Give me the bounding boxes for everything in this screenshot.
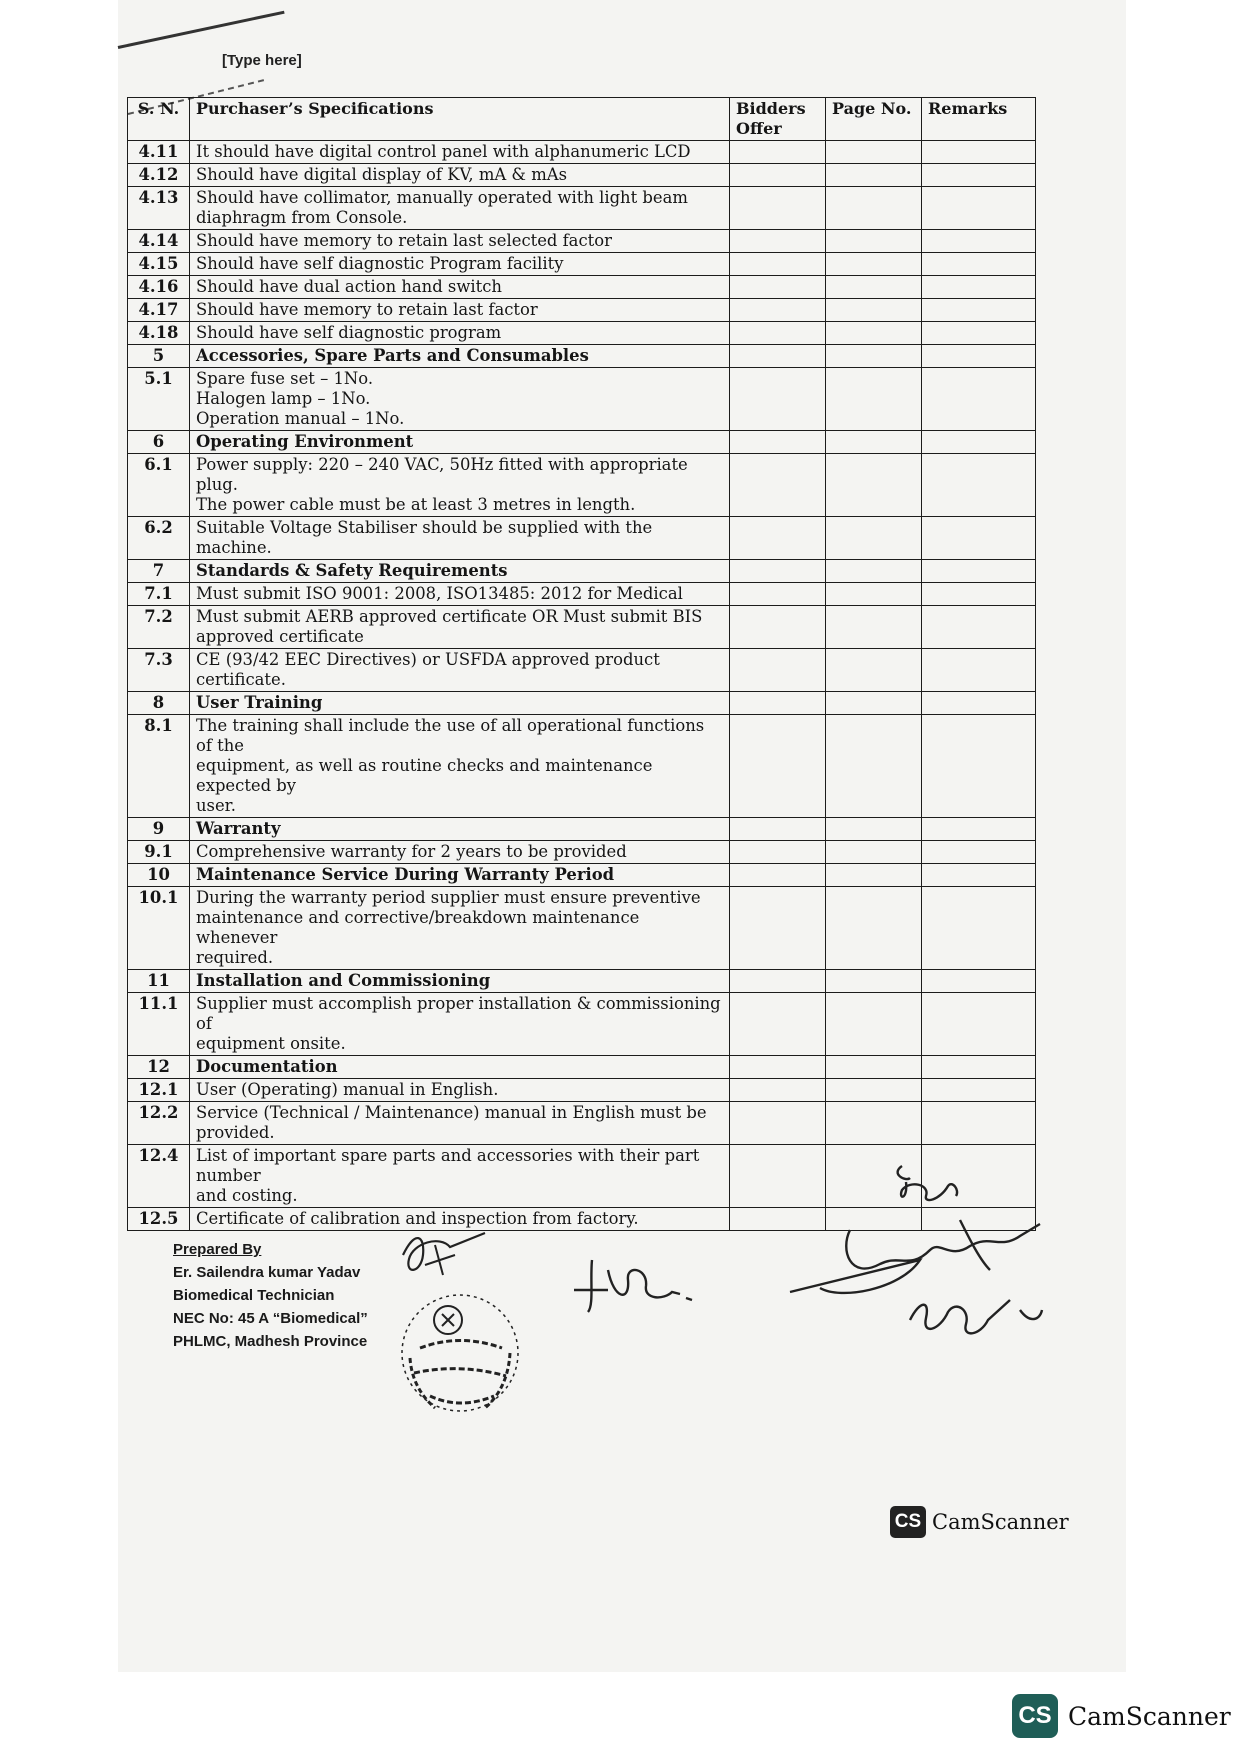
- specification-line: Standards & Safety Requirements: [196, 561, 508, 580]
- page-no-cell: [826, 841, 922, 864]
- row-serial-number: 9.1: [128, 841, 190, 864]
- row-serial-number: 12.2: [128, 1102, 190, 1145]
- table-body: [128, 141, 1036, 1231]
- specification-line: Maintenance Service During Warranty Period: [196, 865, 615, 884]
- column-header-bidders-offer: Bidders Offer: [730, 98, 826, 141]
- page-no-cell: [826, 606, 922, 649]
- page-no-cell: [826, 345, 922, 368]
- row-serial-number: 12.4: [128, 1145, 190, 1208]
- table-header-row: [128, 98, 1036, 141]
- remarks-cell: [922, 187, 1036, 230]
- preparer-organization: PHLMC, Madhesh Province: [173, 1333, 368, 1350]
- section-heading: [190, 970, 730, 993]
- row-serial-number: 4.11: [128, 141, 190, 164]
- row-serial-number: 4.14: [128, 230, 190, 253]
- handwritten-signature-2: [568, 1250, 738, 1320]
- page-no-cell: [826, 818, 922, 841]
- page-no-cell: [826, 560, 922, 583]
- page-no-cell: [826, 692, 922, 715]
- camscanner-footer: [1012, 1694, 1231, 1738]
- page-no-cell: [826, 517, 922, 560]
- row-serial-number: 4.15: [128, 253, 190, 276]
- specification-text: [190, 649, 730, 692]
- table-row: [128, 187, 1036, 230]
- specification-line: The power cable must be at least 3 metres in length.: [196, 495, 636, 514]
- table-row: [128, 253, 1036, 276]
- bidders-offer-cell: [730, 276, 826, 299]
- table-row: [128, 1056, 1036, 1079]
- specification-line: Must submit ISO 9001: 2008, ISO13485: 2012 for Medical: [196, 584, 683, 603]
- table-row: [128, 1102, 1036, 1145]
- specification-line: Certificate of calibration and inspection from factory.: [196, 1209, 639, 1228]
- row-serial-number: 4.18: [128, 322, 190, 345]
- specification-line: required.: [196, 948, 274, 967]
- specification-text: [190, 187, 730, 230]
- specifications-table: [127, 97, 1036, 1231]
- specification-line: Must submit AERB approved certificate OR Must submit BIS: [196, 607, 703, 626]
- specification-line: Installation and Commissioning: [196, 971, 491, 990]
- remarks-cell: [922, 715, 1036, 818]
- bidders-offer-cell: [730, 993, 826, 1056]
- row-serial-number: 8: [128, 692, 190, 715]
- page-no-cell: [826, 993, 922, 1056]
- specification-text: [190, 715, 730, 818]
- remarks-cell: [922, 970, 1036, 993]
- page-no-cell: [826, 141, 922, 164]
- remarks-cell: [922, 299, 1036, 322]
- column-header-sn: S. N.: [128, 98, 190, 141]
- remarks-cell: [922, 818, 1036, 841]
- specification-text: [190, 841, 730, 864]
- remarks-cell: [922, 431, 1036, 454]
- specification-text: [190, 141, 730, 164]
- page-no-cell: [826, 299, 922, 322]
- specification-line: Warranty: [196, 819, 281, 838]
- specification-line: equipment, as well as routine checks and maintenance expected by: [196, 756, 653, 795]
- specification-line: Spare fuse set – 1No.: [196, 369, 374, 388]
- specification-line: Power supply: 220 – 240 VAC, 50Hz fitted with appropriate plug.: [196, 455, 688, 494]
- specification-text: [190, 454, 730, 517]
- specification-text: [190, 230, 730, 253]
- remarks-cell: [922, 230, 1036, 253]
- camscanner-footer-logo-icon: CS: [1012, 1694, 1058, 1738]
- page-no-cell: [826, 253, 922, 276]
- specification-text: [190, 164, 730, 187]
- row-serial-number: 6.1: [128, 454, 190, 517]
- remarks-cell: [922, 164, 1036, 187]
- table-row: [128, 970, 1036, 993]
- bidders-offer-cell: [730, 368, 826, 431]
- row-serial-number: 10.1: [128, 887, 190, 970]
- remarks-cell: [922, 649, 1036, 692]
- remarks-cell: [922, 454, 1036, 517]
- remarks-cell: [922, 1102, 1036, 1145]
- page-no-cell: [826, 864, 922, 887]
- specification-line: maintenance and corrective/breakdown maintenance whenever: [196, 908, 640, 947]
- specification-text: [190, 606, 730, 649]
- specification-line: Accessories, Spare Parts and Consumables: [196, 346, 589, 365]
- row-serial-number: 4.13: [128, 187, 190, 230]
- row-serial-number: 11.1: [128, 993, 190, 1056]
- specification-line: equipment onsite.: [196, 1034, 346, 1053]
- row-serial-number: 4.16: [128, 276, 190, 299]
- specification-line: Service (Technical / Maintenance) manual in English must be: [196, 1103, 707, 1122]
- table-row: [128, 583, 1036, 606]
- bidders-offer-cell: [730, 887, 826, 970]
- bidders-offer-cell: [730, 692, 826, 715]
- preparer-role: Biomedical Technician: [173, 1287, 335, 1304]
- row-serial-number: 11: [128, 970, 190, 993]
- bidders-offer-cell: [730, 864, 826, 887]
- section-heading: [190, 560, 730, 583]
- specification-line: diaphragm from Console.: [196, 208, 408, 227]
- remarks-cell: [922, 692, 1036, 715]
- specification-text: [190, 1079, 730, 1102]
- remarks-cell: [922, 583, 1036, 606]
- table-row: [128, 864, 1036, 887]
- row-serial-number: 12.1: [128, 1079, 190, 1102]
- specification-text: [190, 887, 730, 970]
- specification-line: Should have digital display of KV, mA & mAs: [196, 165, 568, 184]
- page-no-cell: [826, 164, 922, 187]
- specification-line: Documentation: [196, 1057, 338, 1076]
- page-no-cell: [826, 1102, 922, 1145]
- page-no-cell: [826, 887, 922, 970]
- bidders-offer-cell: [730, 517, 826, 560]
- section-heading: [190, 431, 730, 454]
- remarks-cell: [922, 276, 1036, 299]
- bidders-offer-cell: [730, 715, 826, 818]
- specification-line: CE (93/42 EEC Directives) or USFDA approved product certificate.: [196, 650, 660, 689]
- row-serial-number: 5: [128, 345, 190, 368]
- specification-text: [190, 253, 730, 276]
- section-heading: [190, 818, 730, 841]
- preparer-name: Er. Sailendra kumar Yadav: [173, 1264, 361, 1281]
- page-no-cell: [826, 970, 922, 993]
- page-no-cell: [826, 715, 922, 818]
- bidders-offer-cell: [730, 606, 826, 649]
- row-serial-number: 9: [128, 818, 190, 841]
- row-serial-number: 8.1: [128, 715, 190, 818]
- remarks-cell: [922, 368, 1036, 431]
- specification-line: Should have collimator, manually operated with light beam: [196, 188, 688, 207]
- camscanner-watermark: [890, 1506, 1069, 1538]
- remarks-cell: [922, 517, 1036, 560]
- bidders-offer-cell: [730, 1102, 826, 1145]
- remarks-cell: [922, 887, 1036, 970]
- table-row: [128, 276, 1036, 299]
- bidders-offer-cell: [730, 299, 826, 322]
- table-row: [128, 649, 1036, 692]
- page-no-cell: [826, 583, 922, 606]
- bidders-offer-cell: [730, 818, 826, 841]
- specification-text: [190, 993, 730, 1056]
- specification-line: User (Operating) manual in English.: [196, 1080, 499, 1099]
- section-heading: [190, 864, 730, 887]
- table-row: [128, 141, 1036, 164]
- page-no-cell: [826, 1056, 922, 1079]
- bidders-offer-cell: [730, 431, 826, 454]
- specification-line: Comprehensive warranty for 2 years to be provided: [196, 842, 627, 861]
- specification-text: [190, 276, 730, 299]
- specification-line: approved certificate: [196, 627, 364, 646]
- table-row: [128, 887, 1036, 970]
- row-serial-number: 7.1: [128, 583, 190, 606]
- bidders-offer-cell: [730, 970, 826, 993]
- remarks-cell: [922, 606, 1036, 649]
- table-row: [128, 715, 1036, 818]
- specification-text: [190, 368, 730, 431]
- table-row: [128, 431, 1036, 454]
- page-no-cell: [826, 187, 922, 230]
- specification-text: [190, 583, 730, 606]
- table-row: [128, 993, 1036, 1056]
- specification-line: User Training: [196, 693, 323, 712]
- bidders-offer-cell: [730, 253, 826, 276]
- row-serial-number: 6: [128, 431, 190, 454]
- specification-line: List of important spare parts and accessories with their part number: [196, 1146, 700, 1185]
- row-serial-number: 12.5: [128, 1208, 190, 1231]
- row-serial-number: 7.3: [128, 649, 190, 692]
- camscanner-logo-icon: CS: [890, 1506, 926, 1538]
- specification-line: Operation manual – 1No.: [196, 409, 405, 428]
- specification-line: Should have memory to retain last factor: [196, 300, 538, 319]
- specification-text: [190, 1145, 730, 1208]
- bidders-offer-cell: [730, 583, 826, 606]
- specification-line: Should have self diagnostic program: [196, 323, 502, 342]
- prepared-by-block: [173, 1238, 368, 1353]
- bidders-offer-cell: [730, 230, 826, 253]
- specification-line: Should have self diagnostic Program facility: [196, 254, 564, 273]
- page-no-cell: [826, 276, 922, 299]
- specification-line: The training shall include the use of all operational functions of the: [196, 716, 705, 755]
- bidders-offer-cell: [730, 322, 826, 345]
- remarks-cell: [922, 993, 1036, 1056]
- remarks-cell: [922, 560, 1036, 583]
- bidders-offer-cell: [730, 841, 826, 864]
- specification-line: and costing.: [196, 1186, 298, 1205]
- specification-line: During the warranty period supplier must ensure preventive: [196, 888, 701, 907]
- bidders-offer-cell: [730, 454, 826, 517]
- page-no-cell: [826, 431, 922, 454]
- handwritten-signature-3: [780, 1160, 1080, 1360]
- specification-line: Halogen lamp – 1No.: [196, 389, 371, 408]
- table-row: [128, 560, 1036, 583]
- bidders-offer-cell: [730, 187, 826, 230]
- camscanner-footer-text: CamScanner: [1068, 1701, 1231, 1731]
- column-header-specifications: Purchaser’s Specifications: [190, 98, 730, 141]
- section-heading: [190, 1056, 730, 1079]
- specification-line: Suitable Voltage Stabiliser should be supplied with the machine.: [196, 518, 653, 557]
- page-no-cell: [826, 322, 922, 345]
- bidders-offer-cell: [730, 560, 826, 583]
- specification-line: Should have dual action hand switch: [196, 277, 502, 296]
- table-row: [128, 517, 1036, 560]
- table-row: [128, 818, 1036, 841]
- row-serial-number: 4.12: [128, 164, 190, 187]
- preparer-nec-number: NEC No: 45 A “Biomedical”: [173, 1310, 368, 1327]
- table-row: [128, 368, 1036, 431]
- bidders-offer-cell: [730, 1056, 826, 1079]
- remarks-cell: [922, 322, 1036, 345]
- section-heading: [190, 692, 730, 715]
- bidders-offer-cell: [730, 649, 826, 692]
- page-no-cell: [826, 230, 922, 253]
- prepared-by-title: Prepared By: [173, 1241, 262, 1258]
- remarks-cell: [922, 253, 1036, 276]
- row-serial-number: 12: [128, 1056, 190, 1079]
- specification-text: [190, 322, 730, 345]
- specification-text: [190, 1102, 730, 1145]
- row-serial-number: 10: [128, 864, 190, 887]
- row-serial-number: 5.1: [128, 368, 190, 431]
- type-here-placeholder: [Type here]: [222, 52, 302, 69]
- bidders-offer-cell: [730, 1079, 826, 1102]
- bidders-offer-cell: [730, 345, 826, 368]
- table-row: [128, 230, 1036, 253]
- section-heading: [190, 345, 730, 368]
- remarks-cell: [922, 1056, 1036, 1079]
- remarks-cell: [922, 1079, 1036, 1102]
- specification-text: [190, 299, 730, 322]
- row-serial-number: 7.2: [128, 606, 190, 649]
- table-row: [128, 841, 1036, 864]
- remarks-cell: [922, 345, 1036, 368]
- specification-line: It should have digital control panel with alphanumeric LCD: [196, 142, 691, 161]
- page-no-cell: [826, 368, 922, 431]
- specification-text: [190, 517, 730, 560]
- specification-line: Should have memory to retain last selected factor: [196, 231, 612, 250]
- table-row: [128, 1079, 1036, 1102]
- bidders-offer-cell: [730, 164, 826, 187]
- page-no-cell: [826, 454, 922, 517]
- table-row: [128, 322, 1036, 345]
- table-row: [128, 345, 1036, 368]
- table-row: [128, 299, 1036, 322]
- column-header-page-no: Page No.: [826, 98, 922, 141]
- camscanner-watermark-text: CamScanner: [932, 1510, 1069, 1534]
- page-no-cell: [826, 1079, 922, 1102]
- specification-line: user.: [196, 796, 236, 815]
- page-no-cell: [826, 649, 922, 692]
- table-row: [128, 454, 1036, 517]
- remarks-cell: [922, 864, 1036, 887]
- specification-line: provided.: [196, 1123, 275, 1142]
- table-row: [128, 692, 1036, 715]
- remarks-cell: [922, 841, 1036, 864]
- round-seal-stamp-icon: [390, 1278, 530, 1428]
- column-header-remarks: Remarks: [922, 98, 1036, 141]
- bidders-offer-cell: [730, 141, 826, 164]
- row-serial-number: 7: [128, 560, 190, 583]
- table-row: [128, 164, 1036, 187]
- specification-line: Operating Environment: [196, 432, 414, 451]
- row-serial-number: 4.17: [128, 299, 190, 322]
- table-row: [128, 606, 1036, 649]
- remarks-cell: [922, 141, 1036, 164]
- specification-line: Supplier must accomplish proper installation & commissioning of: [196, 994, 721, 1033]
- row-serial-number: 6.2: [128, 517, 190, 560]
